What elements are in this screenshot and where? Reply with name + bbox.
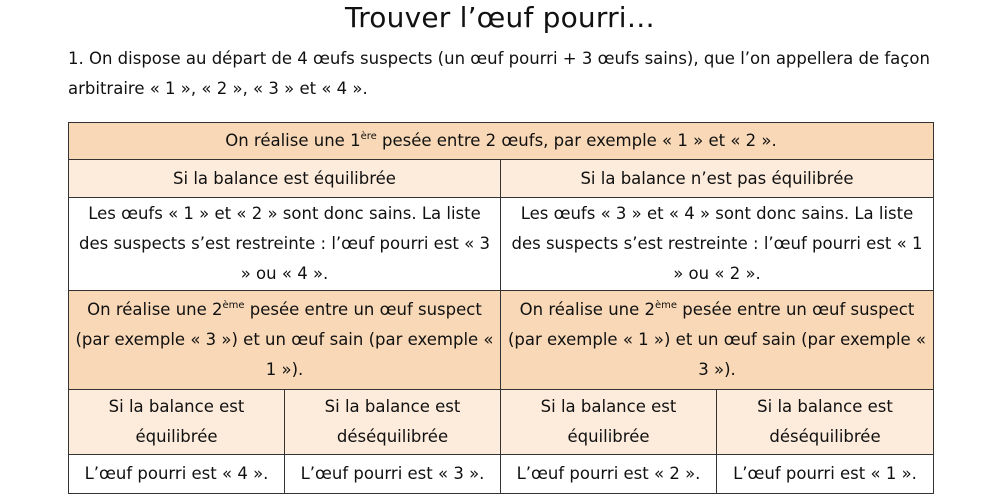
first-weighing-text-start: On réalise une 1 [225,131,361,150]
result-cell: L’œuf pourri est « 1 ». [717,455,934,494]
result-cell: L’œuf pourri est « 3 ». [285,455,501,494]
second-weighing-right-ordinal: ème [655,300,678,311]
branch-balanced-cell: Si la balance est équilibrée [69,160,501,198]
outcome-cell: Si la balance est déséquilibrée [717,390,934,455]
second-weighing-left-cell [69,291,501,390]
conclusion-right-cell: Les œufs « 3 » et « 4 » sont donc sains. La liste des suspects s’est restreinte : l’œuf pourri est « 1 » ou « 2 ». [501,198,934,291]
branch-row [69,160,934,198]
outcome-cell: Si la balance est équilibrée [501,390,717,455]
branch-unbalanced-cell: Si la balance n’est pas équilibrée [501,160,934,198]
second-weighing-right-text-start: On réalise une 2 [519,300,655,319]
result-cell: L’œuf pourri est « 4 ». [69,455,285,494]
intro-paragraph: 1. On dispose au départ de 4 œufs suspects (un œuf pourri + 3 œufs sains), que l’on appellera de façon arbitraire « 1 », « 2 », « 3 » et « 4 ». [68,49,930,98]
second-weighing-right-text-end: pesée entre un œuf suspect (par exemple « 1 ») et un œuf sain (par exemple « 3 »). [507,300,927,379]
result-row [69,455,934,494]
decision-table [68,122,934,494]
second-weighing-right-cell [501,291,934,390]
first-weighing-cell [69,123,934,160]
second-weighing-left-text-end: pesée entre un œuf suspect (par exemple « 3 ») et un œuf sain (par exemple « 1 »). [75,300,494,379]
second-weighing-left-text-start: On réalise une 2 [87,300,223,319]
second-weighing-left-ordinal: ème [222,300,245,311]
first-weighing-ordinal: ère [360,131,377,142]
outcome-cell: Si la balance est équilibrée [69,390,285,455]
page-title: Trouver l’œuf pourri… [345,1,655,34]
first-weighing-text-end: pesée entre 2 œufs, par exemple « 1 » et « 2 ». [376,131,777,150]
second-weighing-row [69,291,934,390]
result-cell: L’œuf pourri est « 2 ». [501,455,717,494]
outcome-row [69,390,934,455]
conclusion-left-cell: Les œufs « 1 » et « 2 » sont donc sains. La liste des suspects s’est restreinte : l’œuf pourri est « 3 » ou « 4 ». [69,198,501,291]
conclusion-row [69,198,934,291]
outcome-cell: Si la balance est déséquilibrée [285,390,501,455]
first-weighing-row [69,123,934,160]
